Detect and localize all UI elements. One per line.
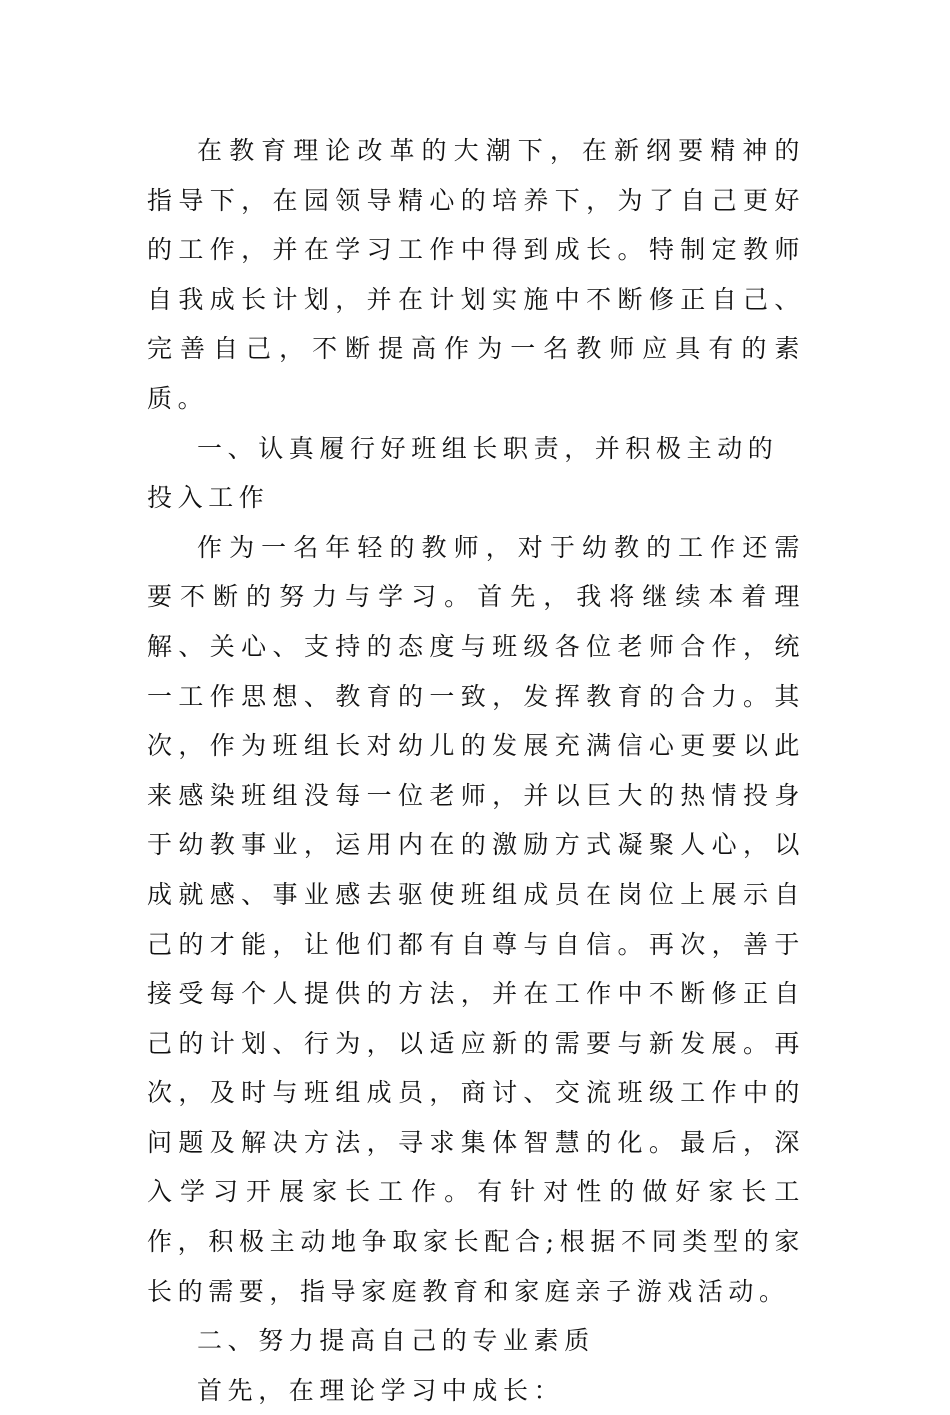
subsection-heading: 首先，在理论学习中成长： xyxy=(197,1375,565,1405)
section-heading-1: 一、认真履行好班组长职责，并积极主动的投入工作 xyxy=(147,433,779,513)
section-1-paragraph: 作为一名年轻的教师，对于幼教的工作还需要不断的努力与学习。首先，我将继续本着理解、关心、支持的态度与班级各位老师合作，统一工作思想、教育的一致，发挥教育的合力。其次，作为班组长对幼儿的发展充满信心更要以此来感染班组没每一位老师，并以巨大的热情投身于幼教事业，运用内在的激励方式凝聚人心，以成就感、事业感去驱使班组成员在岗位上展示自己的才能，让他们都有自尊与自信。再次，善于接受每个人提供的方法，并在工作中不断修正自己的计划、行为，以适应新的需要与新发展。再次，及时与班组成员，商讨、交流班级工作中的问题及解决方法，寻求集体智慧的化。最后，深入学习开展家长工作。有针对性的做好家长工作，积极主动地争取家长配合;根据不同类型的家长的需要，指导家庭教育和家庭亲子游戏活动。 xyxy=(147,532,805,1306)
document-body xyxy=(147,126,805,1415)
section-heading-2: 二、努力提高自己的专业素质 xyxy=(197,1326,595,1356)
intro-paragraph: 在教育理论改革的大潮下，在新纲要精神的指导下，在园领导精心的培养下，为了自己更好的工作，并在学习工作中得到成长。特制定教师自我成长计划，并在计划实施中不断修正自己、完善自己，不断提高作为一名教师应具有的素质。 xyxy=(147,136,805,413)
